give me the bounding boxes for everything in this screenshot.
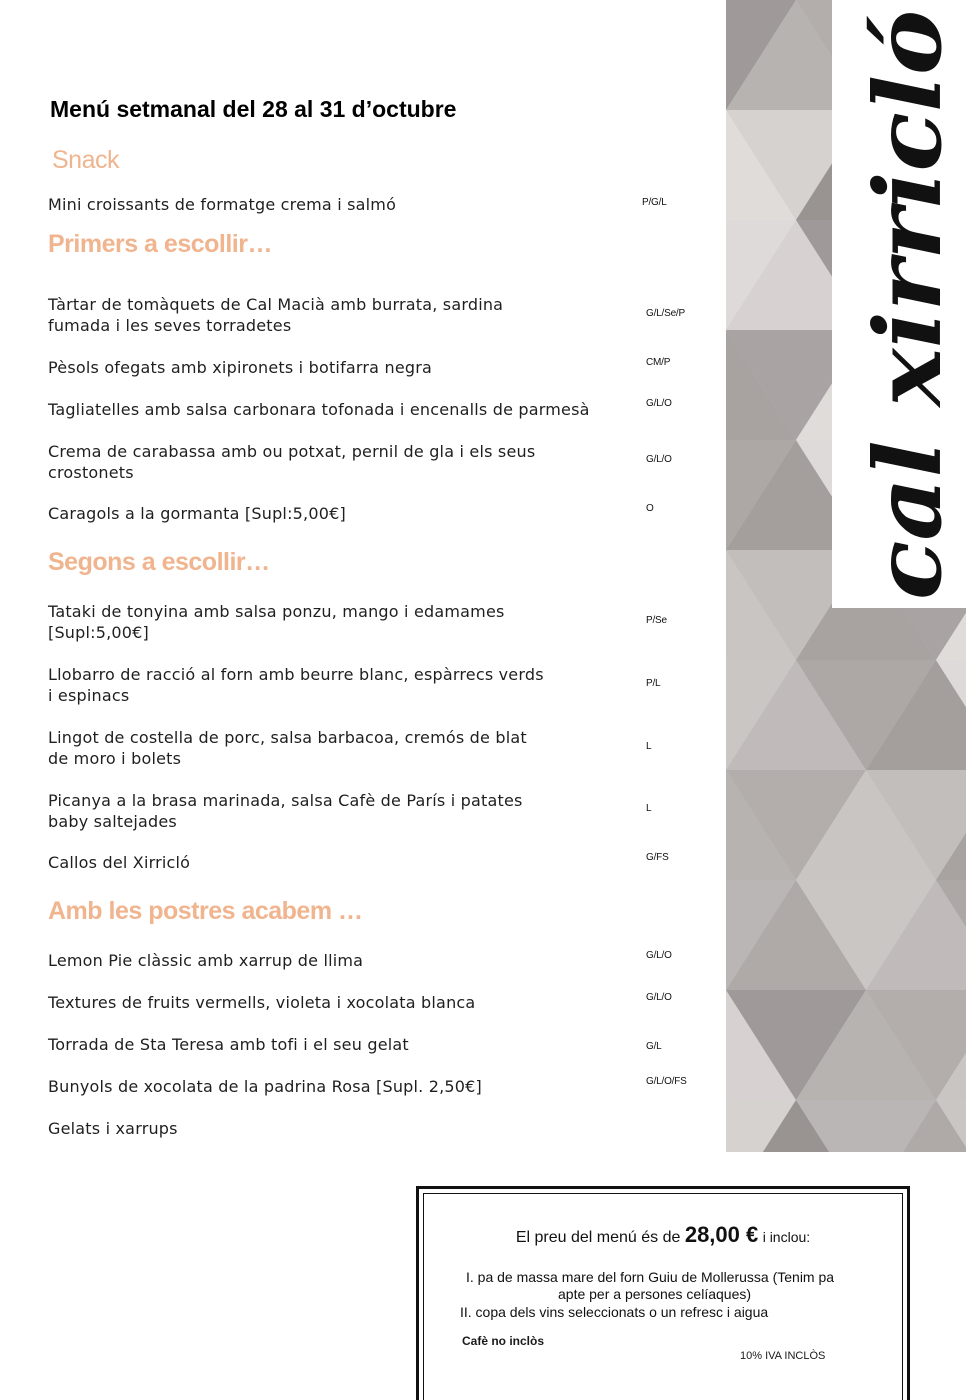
menu-item [48,294,628,336]
menu-item-text: Lemon Pie clàssic amb xarrup de llima [48,951,364,970]
logo-text: cal xirricló [854,43,962,600]
allergen-code: CM/P [646,357,671,368]
allergen-code: G/L/O [646,454,672,465]
allergen-code: G/FS [646,852,669,863]
allergen-code: P/G/L [642,197,667,208]
price-line [424,1222,902,1248]
menu-item [48,950,628,971]
menu-item [48,852,628,873]
menu-item [48,357,628,378]
includes-line: apte per a persones celíaques) [558,1286,752,1302]
cafe-note: Cafè no inclòs [462,1334,545,1348]
menu-item-text: Callos del Xirricló [48,853,191,872]
includes-item [460,1304,768,1321]
section-heading-primers: Primers a escollir… [48,230,272,258]
section-heading-postres: Amb les postres acabem … [48,897,363,925]
allergen-code: P/Se [646,615,667,626]
price-box [416,1186,910,1400]
includes-line: I. pa de massa mare del forn Guiu de Mollerussa (Tenim pa [466,1269,835,1285]
menu-item-text: Textures de fruits vermells, violeta i xocolata blanca [48,993,476,1012]
allergen-code: G/L/O [646,398,672,409]
menu-item [48,441,628,483]
section-heading-snack: Snack [52,146,119,174]
menu-item [48,601,628,643]
includes-item [466,1269,834,1303]
menu-item [48,664,628,706]
allergen-code: G/L/O [646,992,672,1003]
page-title: Menú setmanal del 28 al 31 d’octubre [50,96,457,122]
menu-item-text: Pèsols ofegats amb xipironets i botifarra negra [48,358,433,377]
menu-item-text: Crema de carabassa amb ou potxat, pernil de gla i els seus [48,442,536,461]
menu-item-text: Tàrtar de tomàquets de Cal Macià amb burrata, sardina [48,295,504,314]
logo [832,0,966,608]
menu-item-text: fumada i les seves torradetes [48,316,292,335]
menu-item-text: Mini croissants de formatge crema i salmó [48,195,397,214]
allergen-code: G/L/O/FS [646,1076,687,1087]
menu-item [48,790,628,832]
menu-item-text: Tagliatelles amb salsa carbonara tofonada i encenalls de parmesà [48,400,590,419]
section-heading-segons: Segons a escollir… [48,548,270,576]
allergen-code: L [646,803,652,814]
menu-item-text: crostonets [48,463,134,482]
menu-item [48,727,628,769]
menu-item-text: i espinacs [48,686,130,705]
menu-item [48,1076,628,1097]
price-suffix: i inclou: [762,1229,811,1245]
allergen-code: O [646,503,654,514]
price-prefix: El preu del menú és de [515,1229,681,1246]
menu-item [48,1034,628,1055]
allergen-code: G/L/Se/P [646,308,685,319]
menu-item [48,992,628,1013]
menu-item-text: Bunyols de xocolata de la padrina Rosa [Supl. 2,50€] [48,1077,483,1096]
menu-item-text: Gelats i xarrups [48,1119,178,1138]
menu-item-text: Llobarro de racció al forn amb beurre blanc, espàrrecs verds [48,665,544,684]
allergen-code: G/L [646,1041,662,1052]
menu-item-text: Caragols a la gormanta [Supl:5,00€] [48,504,346,523]
menu-item [48,194,628,215]
menu-item-text: baby saltejades [48,812,177,831]
menu-item-text: [Supl:5,00€] [48,623,149,642]
menu-item-text: de moro i bolets [48,749,182,768]
menu-item [48,503,628,524]
menu-item-text: Torrada de Sta Teresa amb tofi i el seu gelat [48,1035,409,1054]
includes-line: II. copa dels vins seleccionats o un refresc i aigua [460,1304,769,1320]
menu-item [48,399,628,420]
menu-item-text: Picanya a la brasa marinada, salsa Cafè de París i patates [48,791,523,810]
menu-item-text: Tataki de tonyina amb salsa ponzu, mango i edamames [48,602,505,621]
menu-item [48,1118,628,1139]
allergen-code: L [646,741,652,752]
price-amount: 28,00 € [684,1222,759,1247]
iva-note: 10% IVA INCLÒS [740,1350,826,1362]
allergen-code: P/L [646,678,661,689]
menu-item-text: Lingot de costella de porc, salsa barbacoa, cremós de blat [48,728,527,747]
allergen-code: G/L/O [646,950,672,961]
